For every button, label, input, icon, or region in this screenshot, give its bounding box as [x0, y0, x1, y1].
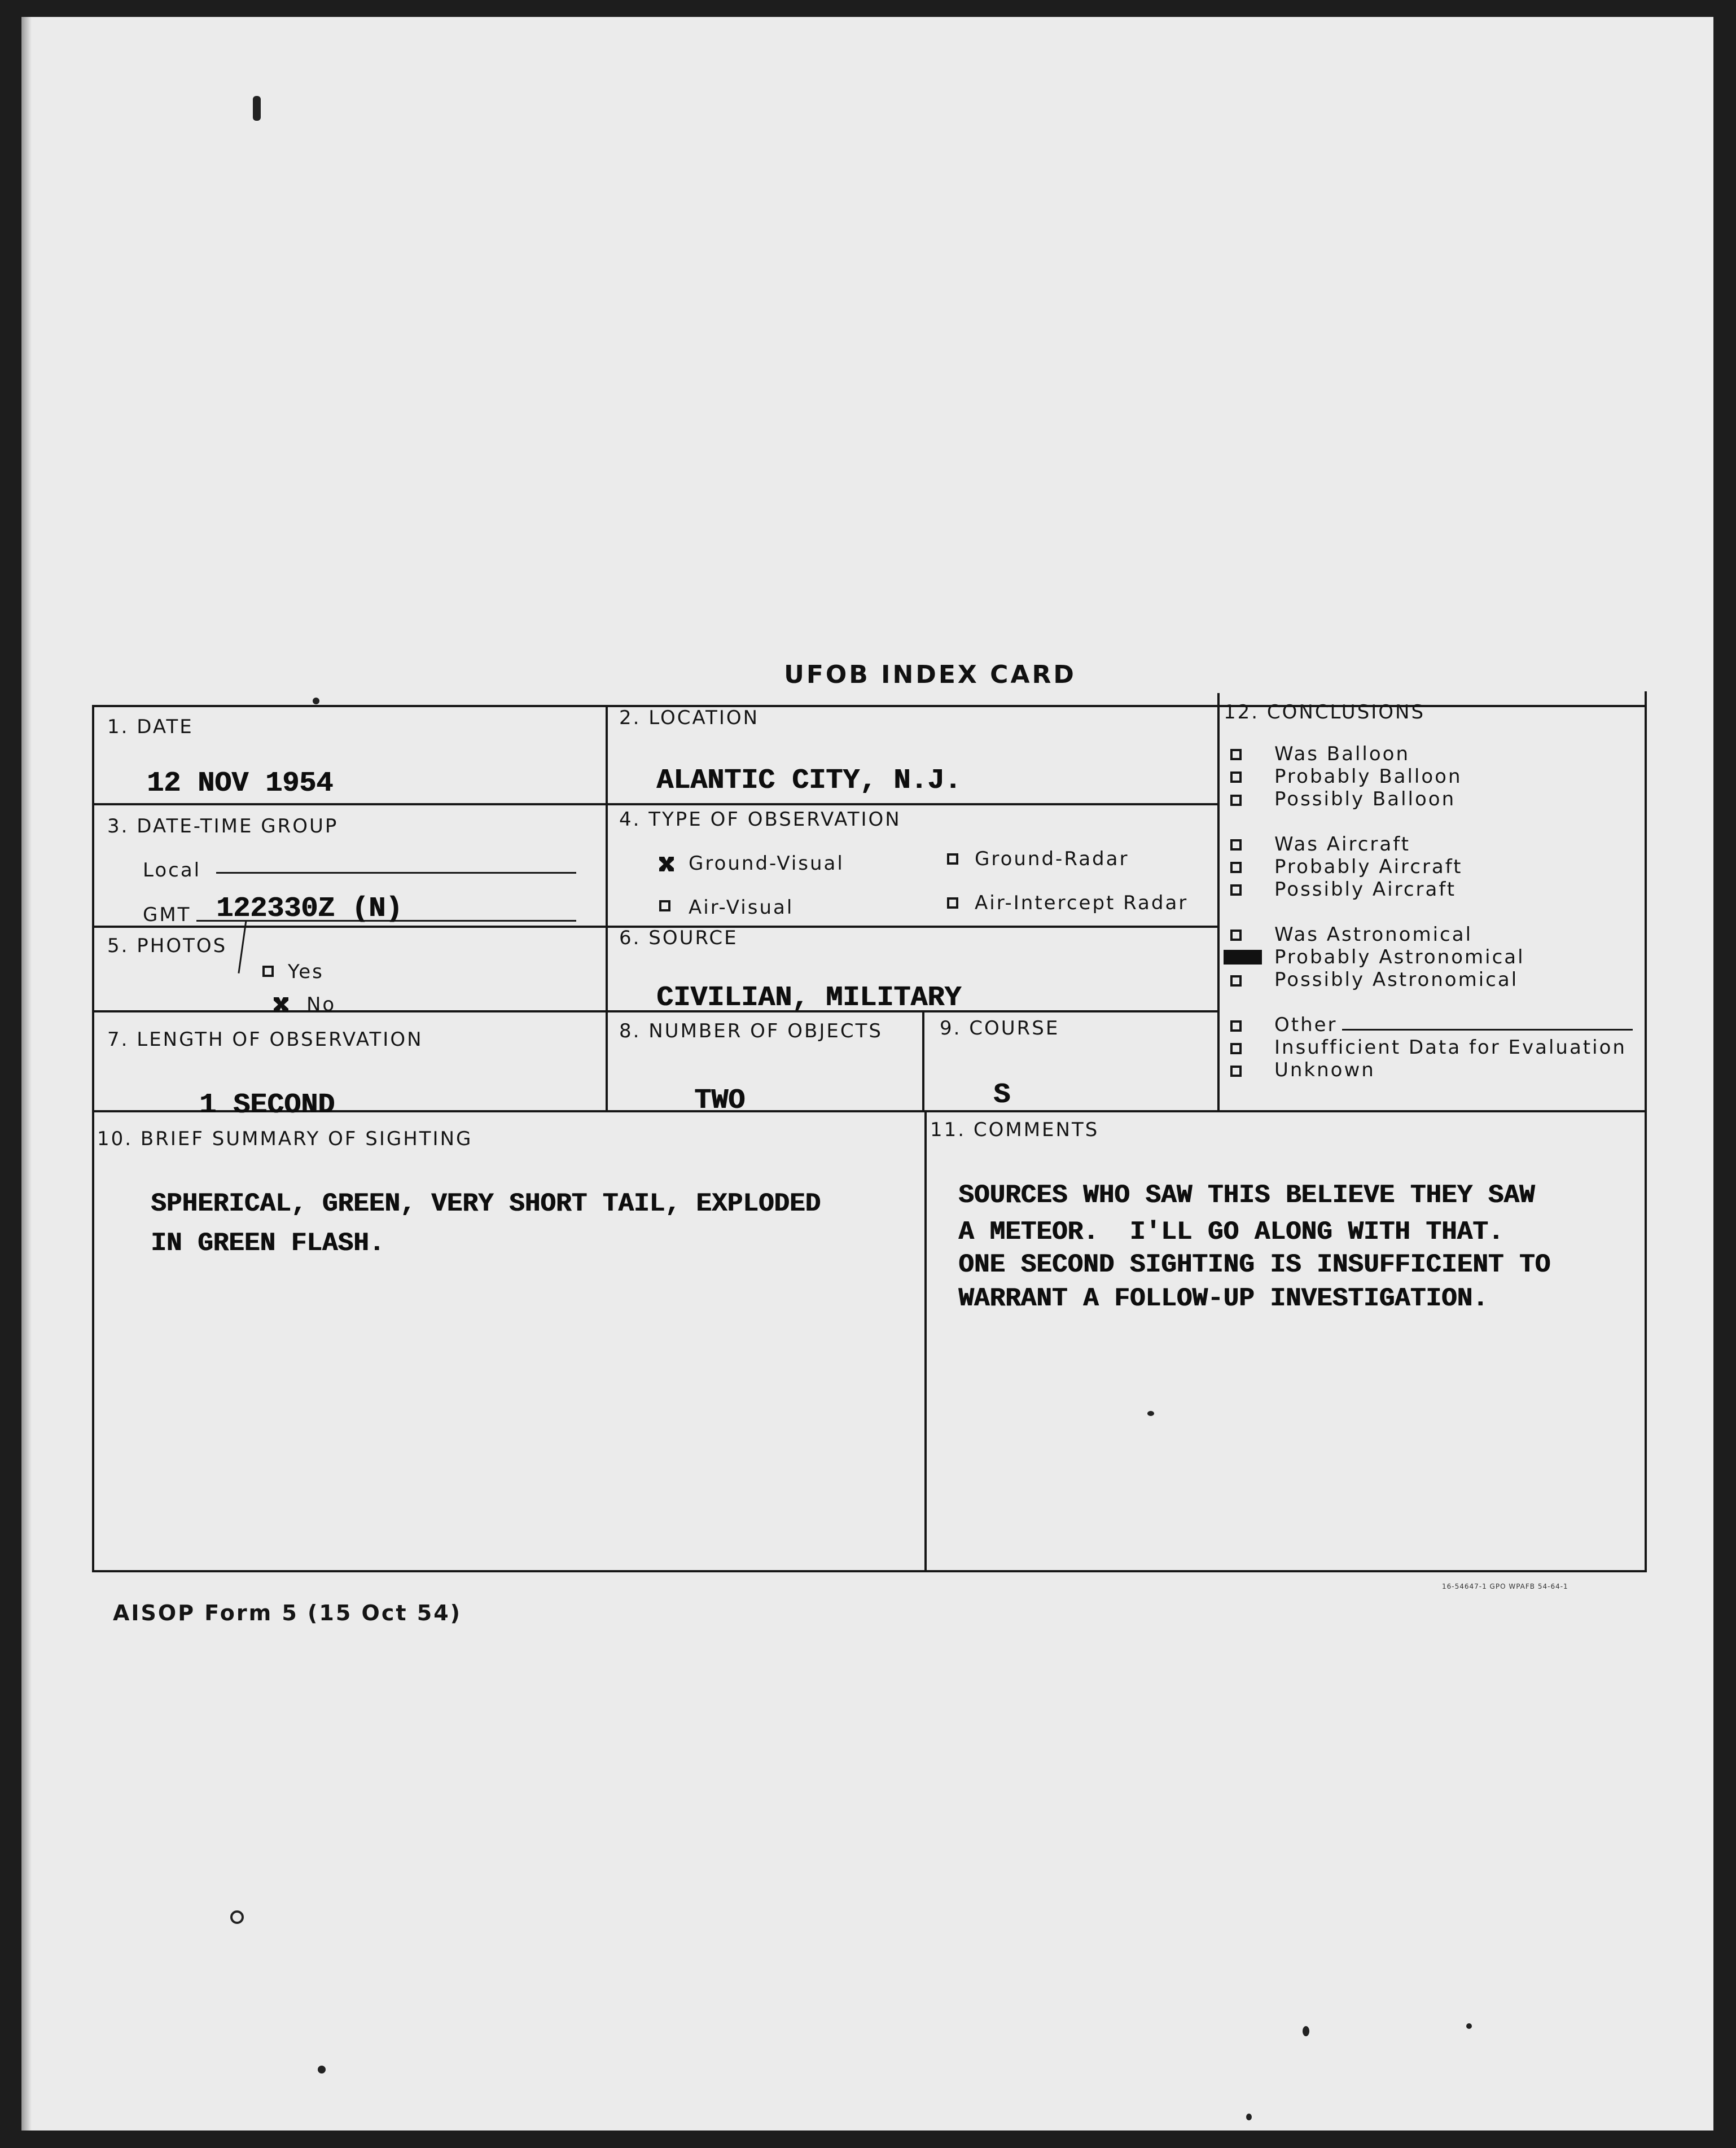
conclusion-probably-astronomical-label: Probably Astronomical	[1274, 946, 1525, 968]
air-visual-label: Air-Visual	[689, 896, 794, 919]
conclusion-possibly-aircraft-label: Possibly Aircraft	[1274, 878, 1457, 901]
gmt-time-label: GMT	[143, 904, 191, 926]
card-title: UFOB INDEX CARD	[784, 660, 1076, 689]
length-of-observation-value: 1 SECOND	[199, 1089, 335, 1121]
row-divider-1	[92, 803, 1217, 805]
photos-label: 5. PHOTOS	[107, 935, 227, 957]
conclusion-possibly-balloon-label: Possibly Balloon	[1274, 788, 1456, 810]
form-id: AISOP Form 5 (15 Oct 54)	[113, 1601, 462, 1625]
brief-summary-label: 10. BRIEF SUMMARY OF SIGHTING	[97, 1128, 473, 1150]
conclusion-probably-balloon-label: Probably Balloon	[1274, 765, 1462, 788]
row-divider-3	[92, 1010, 1217, 1012]
conclusion-was-balloon-label: Was Balloon	[1274, 743, 1410, 765]
local-time-underline	[216, 872, 576, 874]
date-time-group-label: 3. DATE-TIME GROUP	[107, 815, 339, 838]
conclusion-possibly-balloon-checkbox[interactable]	[1230, 795, 1242, 806]
divider-comments	[924, 1112, 927, 1572]
conclusion-was-aircraft-checkbox[interactable]	[1230, 839, 1242, 851]
conclusion-other-checkbox[interactable]	[1230, 1020, 1242, 1032]
source-value: CIVILIAN, MILITARY	[656, 982, 962, 1014]
scan-speck	[1147, 1411, 1154, 1416]
conclusion-unknown-checkbox[interactable]	[1230, 1066, 1242, 1077]
conclusion-other-label: Other	[1274, 1014, 1338, 1036]
divider-conclusions	[1217, 693, 1220, 1111]
conclusion-possibly-aircraft-checkbox[interactable]	[1230, 884, 1242, 896]
scan-speck	[313, 698, 319, 704]
scan-speck	[253, 96, 261, 121]
scanned-page	[21, 17, 1713, 2131]
divider-col-9	[922, 1010, 924, 1112]
ground-visual-label: Ground-Visual	[689, 852, 844, 875]
air-visual-checkbox[interactable]	[659, 900, 670, 911]
local-time-label: Local	[143, 859, 201, 882]
number-of-objects-label: 8. NUMBER OF OBJECTS	[619, 1020, 883, 1042]
air-intercept-radar-label: Air-Intercept Radar	[975, 892, 1189, 914]
ground-radar-checkbox[interactable]	[947, 853, 958, 865]
scan-speck	[1246, 2114, 1252, 2120]
photos-no-label: No	[306, 993, 336, 1016]
scan-speck	[1466, 2023, 1472, 2029]
ground-radar-label: Ground-Radar	[975, 848, 1129, 870]
scan-speck	[230, 1910, 244, 1924]
course-value: S	[993, 1079, 1011, 1111]
conclusion-was-balloon-checkbox[interactable]	[1230, 749, 1242, 760]
comments-line-1: SOURCES WHO SAW THIS BELIEVE THEY SAW	[958, 1181, 1535, 1210]
source-label: 6. SOURCE	[619, 927, 738, 949]
comments-line-4: WARRANT A FOLLOW-UP INVESTIGATION.	[958, 1284, 1488, 1313]
conclusion-probably-aircraft-checkbox[interactable]	[1230, 862, 1242, 873]
course-label: 9. COURSE	[940, 1017, 1060, 1040]
conclusion-insufficient-data-checkbox[interactable]	[1230, 1043, 1242, 1054]
number-of-objects-value: TWO	[694, 1085, 746, 1117]
scan-speck	[1303, 2026, 1309, 2036]
scan-speck	[318, 2066, 326, 2074]
card-bottom-border	[92, 1570, 1647, 1572]
conclusion-probably-aircraft-label: Probably Aircraft	[1274, 856, 1463, 878]
comments-line-2: A METEOR. I'LL GO ALONG WITH THAT.	[958, 1217, 1504, 1247]
conclusion-was-astronomical-checkbox[interactable]	[1230, 930, 1242, 941]
gmt-time-value: 122330Z (N)	[216, 893, 403, 925]
printer-mark: 16-54647-1 GPO WPAFB 54-64-1	[1442, 1582, 1568, 1590]
location-label: 2. LOCATION	[619, 707, 760, 729]
brief-summary-line-2: IN GREEN FLASH.	[151, 1229, 385, 1258]
comments-label: 11. COMMENTS	[930, 1119, 1099, 1141]
type-of-observation-label: 4. TYPE OF OBSERVATION	[619, 808, 901, 831]
divider-col-1	[606, 705, 608, 1112]
photos-yes-label: Yes	[288, 961, 324, 983]
length-of-observation-label: 7. LENGTH OF OBSERVATION	[107, 1028, 423, 1051]
conclusion-insufficient-data-label: Insufficient Data for Evaluation	[1274, 1036, 1627, 1059]
card-left-border	[92, 705, 94, 1572]
conclusion-was-aircraft-label: Was Aircraft	[1274, 833, 1410, 856]
location-value: ALANTIC CITY, N.J.	[656, 765, 962, 797]
card-right-border	[1645, 691, 1647, 1572]
conclusion-possibly-astronomical-label: Possibly Astronomical	[1274, 968, 1519, 991]
conclusion-possibly-astronomical-checkbox[interactable]	[1230, 975, 1242, 987]
comments-line-3: ONE SECOND SIGHTING IS INSUFFICIENT TO	[958, 1250, 1550, 1279]
date-value: 12 NOV 1954	[147, 768, 334, 800]
photos-yes-checkbox[interactable]	[262, 966, 274, 977]
air-intercept-radar-checkbox[interactable]	[947, 897, 958, 909]
conclusion-other-underline	[1342, 1029, 1633, 1031]
conclusion-was-astronomical-label: Was Astronomical	[1274, 923, 1473, 946]
conclusion-probably-astronomical-checkbox[interactable]	[1224, 950, 1262, 965]
conclusions-label: 12. CONCLUSIONS	[1224, 701, 1426, 724]
brief-summary-line-1: SPHERICAL, GREEN, VERY SHORT TAIL, EXPLODED	[151, 1189, 821, 1218]
scan-edge-shadow	[21, 17, 32, 2131]
date-label: 1. DATE	[107, 716, 194, 738]
conclusion-probably-balloon-checkbox[interactable]	[1230, 771, 1242, 783]
conclusion-unknown-label: Unknown	[1274, 1059, 1375, 1081]
